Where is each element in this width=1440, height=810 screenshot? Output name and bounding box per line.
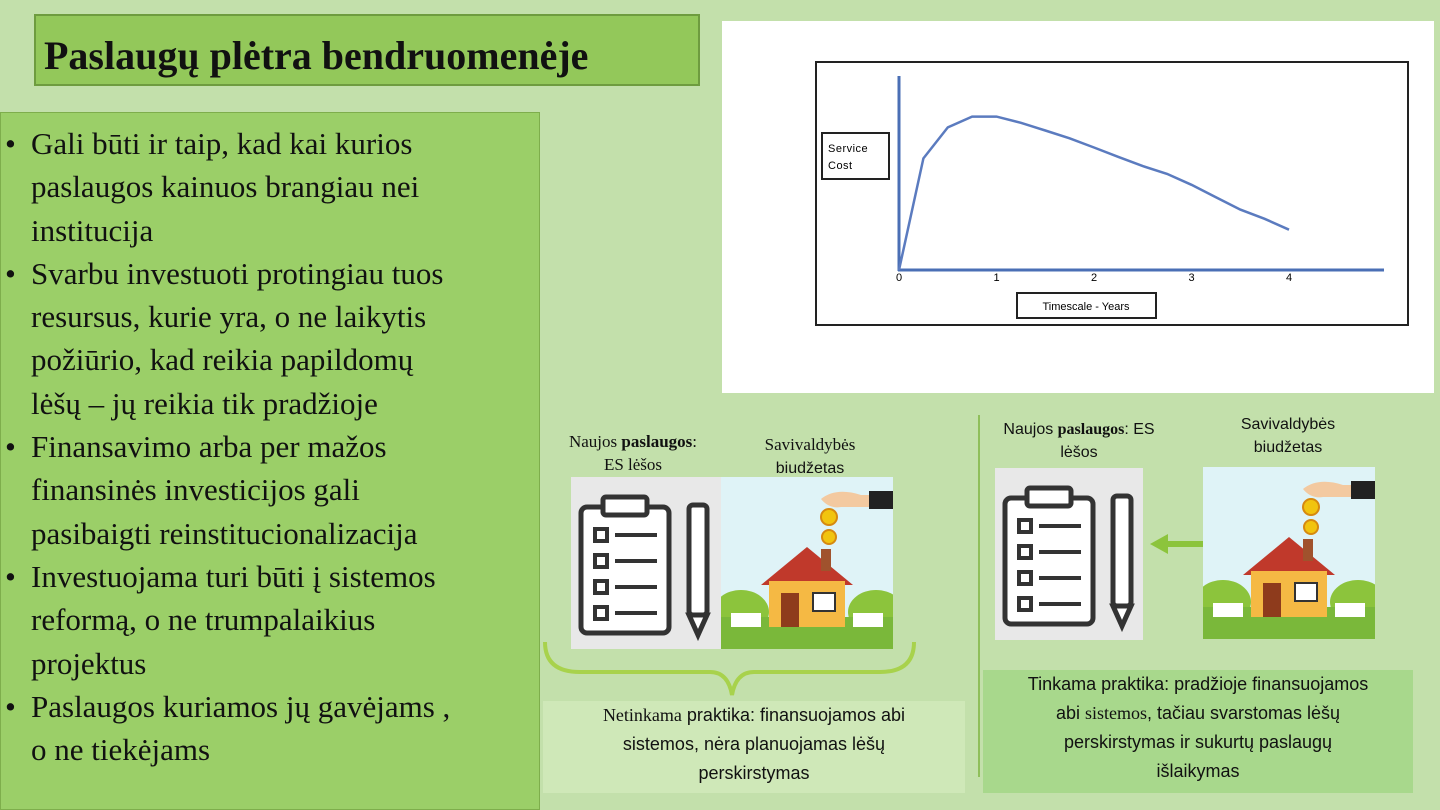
label-line1: Savivaldybės xyxy=(1240,416,1336,433)
bullet-line: finansinės investicijos gali xyxy=(31,472,360,508)
bullet-line: o ne tiekėjams xyxy=(31,732,211,768)
note-serif: sistemos xyxy=(1084,703,1147,723)
note-line xyxy=(543,701,965,730)
left-label-municipal-budget xyxy=(725,433,895,480)
house-tile-right xyxy=(1203,467,1375,639)
bullet-line: pasibaigti reinstitucionalizacija xyxy=(31,515,418,551)
left-label-new-services xyxy=(548,430,718,476)
house-icon xyxy=(721,477,893,649)
note-line: perskirstymas ir sukurtų paslaugų xyxy=(1063,732,1333,752)
bullet-item: • Svarbu investuoti protingiau tuos resursus, kurie yra, o ne laikytis požiūrio, kad reikia papildomų lėšų – jų reikia tik pradžioje xyxy=(1,252,539,425)
bullet-line: Svarbu investuoti protingiau tuos xyxy=(31,255,444,291)
label-suffix: : xyxy=(692,432,698,451)
coin-hand-icon xyxy=(821,491,893,544)
right-label-new-services xyxy=(985,418,1173,464)
note-prefix: Netinkama xyxy=(602,705,682,725)
label-line2: ES lėšos xyxy=(603,455,663,474)
label-bold: paslaugos xyxy=(621,432,693,451)
note-good-practice xyxy=(983,670,1413,793)
note-line: Tinkama praktika: pradžioje finansuojamos xyxy=(1027,674,1369,694)
clipboard-tile-right xyxy=(995,468,1143,640)
label-prefix: Naujos xyxy=(1003,421,1058,438)
ylabel-line1: Service xyxy=(828,143,869,155)
note-part: , tačiau svarstomas lėšų xyxy=(1146,703,1341,723)
pencil-icon xyxy=(1113,496,1131,626)
xlabel: Timescale - Years xyxy=(1042,301,1130,313)
clipboard-checklist-icon xyxy=(995,468,1143,640)
chart-frame xyxy=(816,62,1408,325)
clipboard-tile-left xyxy=(571,477,721,649)
note-line: perskirstymas xyxy=(698,763,810,783)
note-bad-practice xyxy=(543,701,965,793)
pencil-icon xyxy=(689,505,707,635)
bullet-line: resursus, kurie yra, o ne laikytis xyxy=(31,299,427,335)
bullet-line: požiūrio, kad reikia papildomų xyxy=(31,342,414,378)
chart-svg xyxy=(722,21,1434,393)
bullet-item: • Investuojama turi būti į sistemos reformą, o ne trumpalaikius projektus xyxy=(1,555,539,685)
ylabel-line2: Cost xyxy=(828,160,853,172)
page-title: Paslaugų plėtra bendruomenėje xyxy=(44,33,589,78)
x-tick-label: 4 xyxy=(1285,272,1293,284)
label-line2: lėšos xyxy=(1060,444,1098,461)
label-suffix: : ES xyxy=(1124,421,1155,438)
label-line2: biudžetas xyxy=(1253,439,1323,456)
label-line1: Savivaldybės xyxy=(764,435,856,454)
bullet-line: paslaugos kainuos brangiau nei xyxy=(31,169,420,205)
label-prefix: Naujos xyxy=(568,432,622,451)
bullet-panel xyxy=(0,112,540,810)
note-part: abi xyxy=(1055,703,1085,723)
bullet-line: lėšų – jų reikia tik pradžioje xyxy=(31,385,378,421)
bullet-line: Paslaugos kuriamos jų gavėjams , xyxy=(31,688,451,724)
bullet-line: Finansavimo arba per mažos xyxy=(31,429,387,465)
x-tick-label: 0 xyxy=(895,272,903,284)
bullet-line: Investuojama turi būti į sistemos xyxy=(31,558,436,594)
note-line xyxy=(983,699,1413,728)
divider xyxy=(978,415,980,777)
bullet-line: projektus xyxy=(31,645,147,681)
bullet-line: Gali būti ir taip, kad kai kurios xyxy=(31,126,413,161)
bullet-item: • Finansavimo arba per mažos finansinės investicijos gali pasibaigti reinstitucionalizacija xyxy=(1,425,539,555)
house-icon xyxy=(1203,467,1375,639)
right-label-municipal-budget xyxy=(1208,413,1368,459)
brace-icon xyxy=(540,640,920,702)
clipboard-checklist-icon xyxy=(571,477,721,649)
note-line: išlaikymas xyxy=(1156,761,1240,781)
x-tick-label: 2 xyxy=(1090,272,1098,284)
bullet-item: • Gali būti ir taip, kad kai kurios paslaugos kainuos brangiau nei institucija xyxy=(1,122,539,252)
bullet-item: • Paslaugos kuriamos jų gavėjams , o ne tiekėjams xyxy=(1,685,539,772)
note-rest: praktika: finansuojamos abi xyxy=(681,705,906,725)
label-bold: paslaugos xyxy=(1057,421,1125,438)
house-tile-left xyxy=(721,477,893,649)
bullet-list xyxy=(1,122,539,771)
note-line: sistemos, nėra planuojamas lėšų xyxy=(622,734,886,754)
bullet-line: reformą, o ne trumpalaikius xyxy=(31,602,376,638)
service-cost-chart xyxy=(722,21,1434,393)
x-tick-label: 3 xyxy=(1188,272,1195,284)
title-box xyxy=(34,14,700,86)
x-tick-label: 1 xyxy=(993,272,1000,284)
bullet-line: institucija xyxy=(31,212,154,248)
ylabel-box xyxy=(822,133,889,179)
label-line2: biudžetas xyxy=(775,460,845,477)
coin-hand-icon xyxy=(1303,481,1375,534)
